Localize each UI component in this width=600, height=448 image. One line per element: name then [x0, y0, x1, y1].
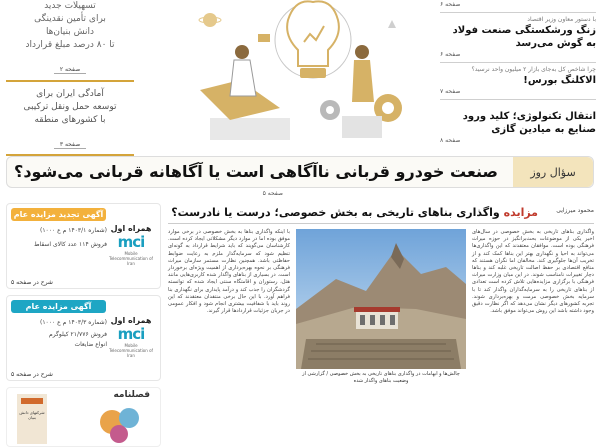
- news-kicker: چرا شاخص کل به‌جای بازار ۲ میلیون واحد نرسید؟: [471, 66, 596, 73]
- question-badge: سؤال روز: [513, 157, 593, 187]
- ad-line: (شماره ۱۴۰۳/۱ م‌ ع ۱۰۰۰): [39, 227, 107, 234]
- blurb-line: تا ۸۰ درصد مبلغ قرارداد: [25, 40, 115, 50]
- blurb-line: با کشورهای منطقه: [34, 115, 106, 125]
- ad-line: فروش ۲۱/۷۷۶ کیلوگرم: [49, 331, 107, 338]
- page-tag[interactable]: صفحه ۳: [54, 141, 86, 149]
- blurb-line: تسهیلات جدید: [44, 1, 96, 11]
- main-article: [168, 203, 594, 400]
- news-item[interactable]: [440, 63, 596, 100]
- innovation-illustration: [170, 0, 430, 148]
- page-tag[interactable]: صفحه ۲: [54, 66, 86, 74]
- article-title[interactable]: [171, 206, 538, 219]
- ad-line: (شماره ۱۴۰۳/۳ م‌ ع ۱۰۰۰): [39, 319, 107, 326]
- magazine-title: فصلنامه: [113, 390, 150, 400]
- logo-sub: Mobile Telecommunication of Iran: [109, 343, 153, 358]
- auction-ad[interactable]: [6, 295, 161, 381]
- article-column-left: [168, 229, 290, 394]
- question-text: صنعت خودرو قربانی ناآگاهی است یا آگاهانه قربانی می‌شود؟: [14, 162, 498, 181]
- news-headline: انتقال تکنولوژی؛ کلید ورود صنایع به میادین گازی: [462, 111, 596, 135]
- article-title-highlight: مزایده: [503, 206, 538, 219]
- logo-fa: همراه اول: [110, 224, 152, 233]
- blurb-line: آمادگی ایران برای: [36, 89, 104, 99]
- logo-en: mci: [117, 325, 145, 343]
- ad-heading: آگهی تجدید مزایده عام: [11, 208, 106, 221]
- ad-heading: آگهی مزایده عام: [11, 300, 106, 313]
- ad-line: انواع ضایعات: [74, 341, 107, 348]
- article-author: محمود میرزایی: [556, 207, 594, 214]
- mci-logo: [108, 316, 154, 356]
- right-news-column: [440, 0, 596, 148]
- news-item[interactable]: [440, 13, 596, 63]
- ad-line: فروش ۱۱۴ عدد کالای اسقاط: [33, 241, 107, 248]
- magazine-ad[interactable]: [6, 387, 161, 447]
- blurb-line: دانش بنیان‌ها: [45, 27, 95, 37]
- news-blurb[interactable]: [6, 88, 134, 127]
- logo-fa: همراه اول: [110, 316, 152, 325]
- news-headline: الاکلنگ بورس!: [523, 75, 596, 86]
- auction-ad[interactable]: [6, 203, 161, 289]
- divider: [6, 80, 134, 82]
- blurb-line: برای تأمین نقدینگی: [34, 14, 106, 24]
- news-item[interactable]: [440, 0, 596, 13]
- divider: [168, 223, 594, 224]
- photo-caption: چالش‌ها و ابهامات در واگذاری بناهای تاریخی به بخش خصوصی / گزارشی از وضعیت بناهای واگذار شده: [302, 371, 460, 384]
- article-column-right: [472, 229, 594, 394]
- castle-photo: [296, 229, 466, 369]
- ad-page-ref: شرح در صفحه ۵: [11, 279, 53, 286]
- blurb-line: توسعه حمل ونقل ترکیبی: [23, 102, 117, 112]
- article-title-text: واگذاری بناهای تاریخی به بخش خصوصی؛ درست یا نادرست؟: [171, 206, 504, 219]
- ad-page-ref: شرح در صفحه ۵: [11, 371, 53, 378]
- article-body: واگذاری بناهای تاریخی به بخش خصوصی در سال‌های اخیر یکی از موضوعات بحث‌برانگیز در حوزه میراث فرهنگی بوده است. موافقان معتقدند که این واگذاری‌ها می‌تواند به احیا و نگهداری بهتر این بناها کمک کند و از تخریب آن‌ها جلوگیری کند. مخالفان اما نگران هستند که منافع اقتصادی بر حفظ اصالت تاریخی غلبه کند و بناها دچار تغییرات نامناسب شوند. در این میان وزارت میراث فرهنگی با برگزاری مزایده‌هایی تلاش کرده است تعدادی از بناهای تاریخی را به سرمایه‌گذاران واگذار کند تا با سرمایه بخش خصوصی مرمت و بهره‌برداری شوند. تجربه کشورهای دیگر نشان می‌دهد که اگر نظارت دقیق وجود داشته باشد این روش می‌تواند موفق باشد.: [472, 229, 594, 315]
- page-ref: صفحه ۷: [440, 88, 461, 95]
- ads-column: [6, 203, 161, 420]
- page-ref: صفحه ۶: [440, 51, 461, 58]
- page-ref: صفحه ۵: [262, 190, 283, 197]
- news-kicker: با دستور معاون وزیر اقتصاد: [527, 16, 596, 23]
- left-top-column: [6, 0, 134, 156]
- article-body: با اینکه واگذاری بناها به بخش خصوصی در برخی موارد موفق بوده اما در موارد دیگر مشکلاتی ایجاد کرده است. کارشناسان می‌گویند که باید شرایط قرارداد به گونه‌ای تنظیم شود که سرمایه‌گذار ملزم به رعایت ضوابط حفاظتی باشد. همچنین نظارت مستمر سازمان میراث فرهنگی بر نحوه بهره‌برداری از اهمیت ویژه‌ای برخوردار است. در بسیاری از بناهای واگذار شده کاربری‌هایی مانند هتل، رستوران و اقامتگاه سنتی ایجاد شده که توانسته گردشگران را جذب کند و درآمد پایداری برای نگهداری بنا فراهم آورد. با این حال برخی منتقدان معتقدند که این روند باید با شفافیت بیشتری انجام شود و افکار عمومی در جریان جزئیات قراردادها قرار گیرند.: [168, 229, 290, 315]
- page-ref: صفحه ۶: [440, 1, 461, 8]
- news-item[interactable]: [440, 100, 596, 148]
- news-headline: زنگ ورشکستگی صنعت فولاد به گوش می‌رسد: [452, 25, 596, 49]
- page-ref: صفحه ۸: [440, 137, 461, 144]
- article-photo[interactable]: [296, 229, 466, 369]
- news-blurb[interactable]: [6, 0, 134, 52]
- magazine-cover-text: شرکتهای دانش بنیان: [19, 410, 45, 420]
- logo-en: mci: [117, 233, 145, 251]
- logo-sub: Mobile Telecommunication of Iran: [109, 251, 153, 266]
- question-banner[interactable]: [6, 156, 594, 197]
- mci-logo: [108, 224, 154, 264]
